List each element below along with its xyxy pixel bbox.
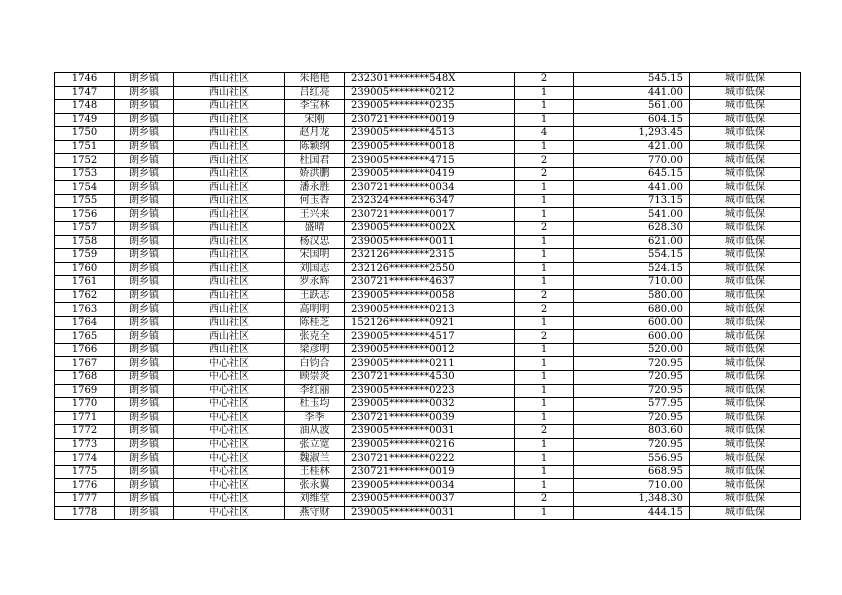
table-row [55, 154, 801, 168]
id-number-cell: 239005********0223 [345, 384, 515, 398]
household-size-cell: 2 [515, 154, 574, 168]
household-size-cell: 2 [515, 73, 574, 87]
id-number-cell: 239005********0037 [345, 492, 515, 506]
community-cell: 西山社区 [174, 100, 285, 114]
table-row [55, 411, 801, 425]
row-number-cell: 1758 [55, 235, 115, 249]
community-cell: 西山社区 [174, 330, 285, 344]
id-number-cell: 230721********0017 [345, 208, 515, 222]
assistance-type-cell: 城市低保 [690, 343, 801, 357]
amount-cell: 541.00 [574, 208, 690, 222]
row-number-cell: 1767 [55, 357, 115, 371]
community-cell: 中心社区 [174, 465, 285, 479]
name-cell: 朱艳艳 [285, 73, 345, 87]
row-number-cell: 1757 [55, 222, 115, 236]
amount-cell: 1,348.30 [574, 492, 690, 506]
row-number-cell: 1751 [55, 140, 115, 154]
id-number-cell: 230721********0019 [345, 113, 515, 127]
name-cell: 潘永胜 [285, 181, 345, 195]
amount-cell: 621.00 [574, 235, 690, 249]
amount-cell: 577.95 [574, 398, 690, 412]
community-cell: 中心社区 [174, 371, 285, 385]
assistance-type-cell: 城市低保 [690, 154, 801, 168]
community-cell: 中心社区 [174, 384, 285, 398]
amount-cell: 524.15 [574, 262, 690, 276]
row-number-cell: 1761 [55, 276, 115, 290]
table-row [55, 194, 801, 208]
amount-cell: 803.60 [574, 425, 690, 439]
town-cell: 朗乡镇 [115, 140, 174, 154]
town-cell: 朗乡镇 [115, 506, 174, 520]
table-row [55, 438, 801, 452]
assistance-type-cell: 城市低保 [690, 452, 801, 466]
assistance-type-cell: 城市低保 [690, 167, 801, 181]
row-number-cell: 1759 [55, 249, 115, 263]
id-number-cell: 239005********0211 [345, 357, 515, 371]
town-cell: 朗乡镇 [115, 167, 174, 181]
assistance-type-cell: 城市低保 [690, 330, 801, 344]
name-cell: 何玉香 [285, 194, 345, 208]
household-size-cell: 1 [515, 452, 574, 466]
id-number-cell: 239005********0018 [345, 140, 515, 154]
household-size-cell: 2 [515, 330, 574, 344]
community-cell: 西山社区 [174, 276, 285, 290]
amount-cell: 1,293.45 [574, 127, 690, 141]
amount-cell: 561.00 [574, 100, 690, 114]
household-size-cell: 1 [515, 194, 574, 208]
name-cell: 燕守财 [285, 506, 345, 520]
community-cell: 西山社区 [174, 289, 285, 303]
id-number-cell: 239005********0058 [345, 289, 515, 303]
community-cell: 西山社区 [174, 127, 285, 141]
assistance-type-cell: 城市低保 [690, 289, 801, 303]
assistance-type-cell: 城市低保 [690, 303, 801, 317]
town-cell: 朗乡镇 [115, 371, 174, 385]
community-cell: 中心社区 [174, 398, 285, 412]
table-row [55, 276, 801, 290]
household-size-cell: 1 [515, 465, 574, 479]
name-cell: 李红丽 [285, 384, 345, 398]
community-cell: 西山社区 [174, 222, 285, 236]
table-row [55, 316, 801, 330]
community-cell: 西山社区 [174, 262, 285, 276]
assistance-type-cell: 城市低保 [690, 100, 801, 114]
amount-cell: 770.00 [574, 154, 690, 168]
town-cell: 朗乡镇 [115, 73, 174, 87]
amount-cell: 713.15 [574, 194, 690, 208]
community-cell: 西山社区 [174, 194, 285, 208]
table-row [55, 222, 801, 236]
town-cell: 朗乡镇 [115, 357, 174, 371]
town-cell: 朗乡镇 [115, 113, 174, 127]
name-cell: 王桂林 [285, 465, 345, 479]
amount-cell: 720.95 [574, 411, 690, 425]
assistance-type-cell: 城市低保 [690, 86, 801, 100]
household-size-cell: 4 [515, 127, 574, 141]
amount-cell: 441.00 [574, 181, 690, 195]
town-cell: 朗乡镇 [115, 343, 174, 357]
table-row [55, 492, 801, 506]
id-number-cell: 239005********4513 [345, 127, 515, 141]
table-row [55, 357, 801, 371]
table-row [55, 303, 801, 317]
row-number-cell: 1778 [55, 506, 115, 520]
community-cell: 西山社区 [174, 316, 285, 330]
amount-cell: 628.30 [574, 222, 690, 236]
amount-cell: 645.15 [574, 167, 690, 181]
name-cell: 顾崇炎 [285, 371, 345, 385]
assistance-type-cell: 城市低保 [690, 113, 801, 127]
town-cell: 朗乡镇 [115, 384, 174, 398]
row-number-cell: 1771 [55, 411, 115, 425]
household-size-cell: 2 [515, 492, 574, 506]
id-number-cell: 239005********0235 [345, 100, 515, 114]
id-number-cell: 230721********0019 [345, 465, 515, 479]
row-number-cell: 1775 [55, 465, 115, 479]
row-number-cell: 1746 [55, 73, 115, 87]
household-size-cell: 1 [515, 398, 574, 412]
household-size-cell: 1 [515, 357, 574, 371]
amount-cell: 520.00 [574, 343, 690, 357]
household-size-cell: 2 [515, 222, 574, 236]
id-number-cell: 232324********6347 [345, 194, 515, 208]
amount-cell: 600.00 [574, 330, 690, 344]
amount-cell: 556.95 [574, 452, 690, 466]
row-number-cell: 1777 [55, 492, 115, 506]
row-number-cell: 1765 [55, 330, 115, 344]
assistance-type-cell: 城市低保 [690, 222, 801, 236]
row-number-cell: 1773 [55, 438, 115, 452]
table-row [55, 181, 801, 195]
assistance-type-cell: 城市低保 [690, 384, 801, 398]
town-cell: 朗乡镇 [115, 249, 174, 263]
town-cell: 朗乡镇 [115, 154, 174, 168]
community-cell: 西山社区 [174, 167, 285, 181]
name-cell: 杜玉均 [285, 398, 345, 412]
assistance-type-cell: 城市低保 [690, 438, 801, 452]
table-row [55, 113, 801, 127]
table-row [55, 465, 801, 479]
community-cell: 西山社区 [174, 73, 285, 87]
assistance-type-cell: 城市低保 [690, 181, 801, 195]
table-row [55, 100, 801, 114]
community-cell: 中心社区 [174, 411, 285, 425]
name-cell: 杜国君 [285, 154, 345, 168]
community-cell: 西山社区 [174, 181, 285, 195]
id-number-cell: 239005********0031 [345, 425, 515, 439]
name-cell: 陈桂芝 [285, 316, 345, 330]
table-row [55, 249, 801, 263]
household-size-cell: 2 [515, 289, 574, 303]
name-cell: 王跃志 [285, 289, 345, 303]
household-size-cell: 2 [515, 167, 574, 181]
community-cell: 中心社区 [174, 438, 285, 452]
community-cell: 西山社区 [174, 154, 285, 168]
id-number-cell: 239005********0216 [345, 438, 515, 452]
row-number-cell: 1769 [55, 384, 115, 398]
row-number-cell: 1756 [55, 208, 115, 222]
town-cell: 朗乡镇 [115, 289, 174, 303]
table-row [55, 127, 801, 141]
table-row [55, 398, 801, 412]
table-row [55, 289, 801, 303]
id-number-cell: 239005********0032 [345, 398, 515, 412]
table-row [55, 140, 801, 154]
table-row [55, 73, 801, 87]
community-cell: 西山社区 [174, 113, 285, 127]
name-cell: 盛晴 [285, 222, 345, 236]
assistance-type-cell: 城市低保 [690, 249, 801, 263]
amount-cell: 720.95 [574, 384, 690, 398]
name-cell: 李宝林 [285, 100, 345, 114]
assistance-type-cell: 城市低保 [690, 371, 801, 385]
name-cell: 张立宽 [285, 438, 345, 452]
row-number-cell: 1768 [55, 371, 115, 385]
community-cell: 西山社区 [174, 86, 285, 100]
town-cell: 朗乡镇 [115, 479, 174, 493]
town-cell: 朗乡镇 [115, 398, 174, 412]
household-size-cell: 1 [515, 235, 574, 249]
assistance-type-cell: 城市低保 [690, 479, 801, 493]
household-size-cell: 1 [515, 479, 574, 493]
household-size-cell: 1 [515, 181, 574, 195]
community-cell: 中心社区 [174, 452, 285, 466]
name-cell: 吕红亮 [285, 86, 345, 100]
household-size-cell: 1 [515, 100, 574, 114]
row-number-cell: 1748 [55, 100, 115, 114]
table-row [55, 452, 801, 466]
town-cell: 朗乡镇 [115, 303, 174, 317]
id-number-cell: 239005********0031 [345, 506, 515, 520]
id-number-cell: 230721********4637 [345, 276, 515, 290]
table-row [55, 262, 801, 276]
row-number-cell: 1762 [55, 289, 115, 303]
household-size-cell: 1 [515, 384, 574, 398]
id-number-cell: 239005********0213 [345, 303, 515, 317]
household-size-cell: 2 [515, 303, 574, 317]
household-size-cell: 1 [515, 276, 574, 290]
id-number-cell: 230721********0039 [345, 411, 515, 425]
town-cell: 朗乡镇 [115, 181, 174, 195]
assistance-type-cell: 城市低保 [690, 73, 801, 87]
row-number-cell: 1752 [55, 154, 115, 168]
amount-cell: 710.00 [574, 276, 690, 290]
id-number-cell: 232126********2550 [345, 262, 515, 276]
name-cell: 王兴来 [285, 208, 345, 222]
amount-cell: 720.95 [574, 357, 690, 371]
table-row [55, 479, 801, 493]
household-size-cell: 1 [515, 113, 574, 127]
amount-cell: 554.15 [574, 249, 690, 263]
assistance-type-cell: 城市低保 [690, 194, 801, 208]
community-cell: 中心社区 [174, 479, 285, 493]
id-number-cell: 232301********548X [345, 73, 515, 87]
row-number-cell: 1776 [55, 479, 115, 493]
table-row [55, 235, 801, 249]
id-number-cell: 239005********4715 [345, 154, 515, 168]
name-cell: 娇洪鹏 [285, 167, 345, 181]
town-cell: 朗乡镇 [115, 86, 174, 100]
table-row [55, 371, 801, 385]
id-number-cell: 239005********002X [345, 222, 515, 236]
name-cell: 张克全 [285, 330, 345, 344]
town-cell: 朗乡镇 [115, 222, 174, 236]
assistance-type-cell: 城市低保 [690, 235, 801, 249]
assistance-type-cell: 城市低保 [690, 276, 801, 290]
row-number-cell: 1755 [55, 194, 115, 208]
town-cell: 朗乡镇 [115, 100, 174, 114]
household-size-cell: 1 [515, 411, 574, 425]
name-cell: 张永翼 [285, 479, 345, 493]
household-size-cell: 2 [515, 425, 574, 439]
community-cell: 西山社区 [174, 140, 285, 154]
town-cell: 朗乡镇 [115, 127, 174, 141]
household-size-cell: 1 [515, 140, 574, 154]
row-number-cell: 1747 [55, 86, 115, 100]
household-size-cell: 1 [515, 438, 574, 452]
amount-cell: 720.95 [574, 371, 690, 385]
assistance-type-cell: 城市低保 [690, 425, 801, 439]
town-cell: 朗乡镇 [115, 208, 174, 222]
town-cell: 朗乡镇 [115, 465, 174, 479]
community-cell: 中心社区 [174, 425, 285, 439]
assistance-type-cell: 城市低保 [690, 127, 801, 141]
community-cell: 西山社区 [174, 343, 285, 357]
table-row [55, 343, 801, 357]
table-row [55, 167, 801, 181]
town-cell: 朗乡镇 [115, 411, 174, 425]
table-row [55, 425, 801, 439]
community-cell: 中心社区 [174, 357, 285, 371]
id-number-cell: 152126********0921 [345, 316, 515, 330]
assistance-type-cell: 城市低保 [690, 316, 801, 330]
row-number-cell: 1750 [55, 127, 115, 141]
row-number-cell: 1770 [55, 398, 115, 412]
town-cell: 朗乡镇 [115, 276, 174, 290]
town-cell: 朗乡镇 [115, 330, 174, 344]
household-size-cell: 1 [515, 262, 574, 276]
amount-cell: 710.00 [574, 479, 690, 493]
name-cell: 白钧合 [285, 357, 345, 371]
id-number-cell: 239005********0011 [345, 235, 515, 249]
amount-cell: 680.00 [574, 303, 690, 317]
assistance-type-cell: 城市低保 [690, 411, 801, 425]
name-cell: 杨汉忠 [285, 235, 345, 249]
row-number-cell: 1764 [55, 316, 115, 330]
amount-cell: 545.15 [574, 73, 690, 87]
id-number-cell: 239005********0034 [345, 479, 515, 493]
id-number-cell: 230721********0222 [345, 452, 515, 466]
name-cell: 宋刚 [285, 113, 345, 127]
household-size-cell: 1 [515, 208, 574, 222]
name-cell: 高明明 [285, 303, 345, 317]
community-cell: 西山社区 [174, 303, 285, 317]
assistance-type-cell: 城市低保 [690, 465, 801, 479]
town-cell: 朗乡镇 [115, 194, 174, 208]
household-size-cell: 1 [515, 316, 574, 330]
town-cell: 朗乡镇 [115, 452, 174, 466]
name-cell: 魏淑兰 [285, 452, 345, 466]
row-number-cell: 1763 [55, 303, 115, 317]
household-size-cell: 1 [515, 86, 574, 100]
amount-cell: 668.95 [574, 465, 690, 479]
community-cell: 西山社区 [174, 249, 285, 263]
town-cell: 朗乡镇 [115, 425, 174, 439]
table-row [55, 384, 801, 398]
row-number-cell: 1753 [55, 167, 115, 181]
name-cell: 刘国志 [285, 262, 345, 276]
name-cell: 油从波 [285, 425, 345, 439]
table-row [55, 506, 801, 520]
household-size-cell: 1 [515, 506, 574, 520]
community-cell: 西山社区 [174, 235, 285, 249]
name-cell: 赵月龙 [285, 127, 345, 141]
community-cell: 西山社区 [174, 208, 285, 222]
id-number-cell: 230721********4530 [345, 371, 515, 385]
row-number-cell: 1774 [55, 452, 115, 466]
relief-roster-table [54, 72, 801, 520]
household-size-cell: 1 [515, 343, 574, 357]
assistance-type-cell: 城市低保 [690, 357, 801, 371]
assistance-type-cell: 城市低保 [690, 492, 801, 506]
assistance-type-cell: 城市低保 [690, 208, 801, 222]
roster-body [55, 73, 801, 520]
amount-cell: 580.00 [574, 289, 690, 303]
row-number-cell: 1749 [55, 113, 115, 127]
amount-cell: 604.15 [574, 113, 690, 127]
community-cell: 中心社区 [174, 492, 285, 506]
table-row [55, 330, 801, 344]
name-cell: 罗永辉 [285, 276, 345, 290]
row-number-cell: 1772 [55, 425, 115, 439]
assistance-type-cell: 城市低保 [690, 506, 801, 520]
name-cell: 宋国明 [285, 249, 345, 263]
assistance-type-cell: 城市低保 [690, 262, 801, 276]
id-number-cell: 239005********0012 [345, 343, 515, 357]
amount-cell: 441.00 [574, 86, 690, 100]
town-cell: 朗乡镇 [115, 235, 174, 249]
row-number-cell: 1766 [55, 343, 115, 357]
amount-cell: 444.15 [574, 506, 690, 520]
table-row [55, 86, 801, 100]
name-cell: 陈颖纲 [285, 140, 345, 154]
name-cell: 梁彦明 [285, 343, 345, 357]
amount-cell: 720.95 [574, 438, 690, 452]
id-number-cell: 239005********0212 [345, 86, 515, 100]
assistance-type-cell: 城市低保 [690, 140, 801, 154]
id-number-cell: 239005********0419 [345, 167, 515, 181]
amount-cell: 421.00 [574, 140, 690, 154]
town-cell: 朗乡镇 [115, 438, 174, 452]
id-number-cell: 239005********4517 [345, 330, 515, 344]
town-cell: 朗乡镇 [115, 492, 174, 506]
assistance-type-cell: 城市低保 [690, 398, 801, 412]
household-size-cell: 1 [515, 249, 574, 263]
household-size-cell: 1 [515, 371, 574, 385]
id-number-cell: 232126********2315 [345, 249, 515, 263]
table-row [55, 208, 801, 222]
row-number-cell: 1760 [55, 262, 115, 276]
town-cell: 朗乡镇 [115, 262, 174, 276]
name-cell: 刘维堂 [285, 492, 345, 506]
name-cell: 李季 [285, 411, 345, 425]
town-cell: 朗乡镇 [115, 316, 174, 330]
community-cell: 中心社区 [174, 506, 285, 520]
row-number-cell: 1754 [55, 181, 115, 195]
amount-cell: 600.00 [574, 316, 690, 330]
id-number-cell: 230721********0034 [345, 181, 515, 195]
